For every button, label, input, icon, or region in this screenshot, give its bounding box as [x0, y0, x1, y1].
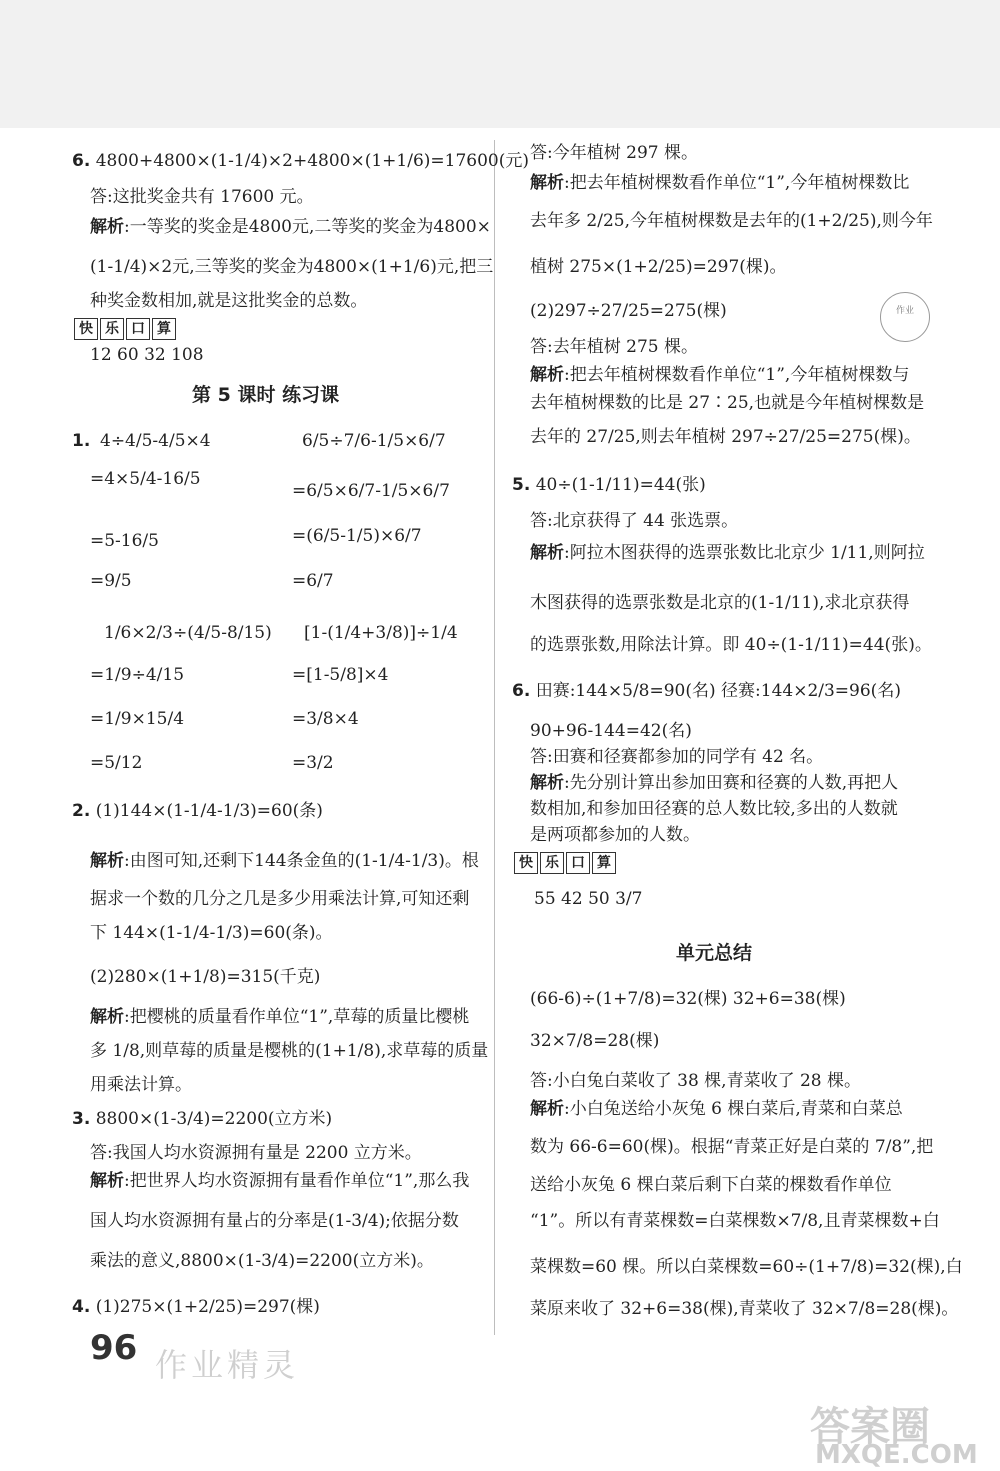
- q1-num: 1.: [72, 431, 91, 451]
- q4-analysis-1: [530, 172, 909, 194]
- summary-analysis-4: “1”。所以有青菜棵数=白菜棵数×7/8,且青菜棵数+白: [530, 1211, 940, 1231]
- analysis-text: :由图可知,还剩下144条金鱼的(1-1/4-1/3)。根: [124, 851, 479, 871]
- q2-num: 2.: [72, 801, 91, 821]
- summary-analysis-6: 菜原来收了 32+6=38(棵),青菜收了 32×7/8=28(棵)。: [530, 1299, 959, 1319]
- q6r-analysis-3: 是两项都参加的人数。: [530, 825, 700, 845]
- watermark-url: MXQE.COM: [815, 1440, 978, 1470]
- q6r-answer: 答:田赛和径赛都参加的同学有 42 名。: [530, 747, 824, 767]
- q4-num: 4.: [72, 1297, 91, 1317]
- q2-analysis-1: [90, 850, 479, 872]
- q5-answer: 答:北京获得了 44 张选票。: [530, 511, 739, 531]
- q2-2-expression: (2)280×(1+1/8)=315(千克): [90, 967, 321, 987]
- analysis-text: :把去年植树棵数看作单位“1”,今年植树棵数与: [564, 365, 910, 385]
- analysis-text: :一等奖的奖金是4800元,二等奖的奖金为4800×: [124, 217, 491, 237]
- kuaile-kousuan-badge: [514, 852, 616, 874]
- summary-analysis-1: [530, 1098, 903, 1120]
- q2-analysis-3: 下 144×(1-1/4-1/3)=60(条)。: [90, 923, 333, 943]
- summary-analysis-5: 菜棵数=60 棵。所以白菜棵数=60÷(1+7/8)=32(棵),白: [530, 1257, 963, 1277]
- analysis-label: 解析: [90, 1171, 124, 1191]
- q4-answer-2: 答:去年植树 275 棵。: [530, 337, 698, 357]
- badge-char: 算: [152, 318, 176, 340]
- q6-number: 6.: [72, 151, 91, 171]
- q6-line: [72, 150, 529, 172]
- badge-char: 口: [566, 852, 590, 874]
- analysis-label: 解析: [530, 1099, 564, 1119]
- q3-num: 3.: [72, 1109, 91, 1129]
- badge-char: 算: [592, 852, 616, 874]
- analysis-label: 解析: [90, 1007, 124, 1027]
- analysis-text: :把去年植树棵数看作单位“1”,今年植树棵数比: [564, 173, 910, 193]
- analysis-text: :把樱桃的质量看作单位“1”,草莓的质量比樱桃: [124, 1007, 470, 1027]
- q5-num: 5.: [512, 475, 531, 495]
- brand-logo: 作业精灵: [155, 1346, 300, 1384]
- q3-expression: 8800×(1-3/4)=2200(立方米): [95, 1109, 333, 1129]
- badge-char: 快: [514, 852, 538, 874]
- q4-2-expression: (2)297÷27/25=275(棵): [530, 301, 727, 321]
- badge-char: 快: [74, 318, 98, 340]
- q6-answer: 答:这批奖金共有 17600 元。: [90, 187, 314, 207]
- q2-analysis-4: [90, 1006, 469, 1028]
- analysis-label: 解析: [90, 851, 124, 871]
- q1a-step: =5-16/5: [90, 531, 159, 551]
- badge-char: 乐: [540, 852, 564, 874]
- q1a-step: =9/5: [90, 571, 132, 591]
- q3-line: [72, 1108, 332, 1130]
- q6-analysis-2: (1-1/4)×2元,三等奖的奖金为4800×(1+1/6)元,把三: [90, 257, 494, 277]
- q6r-analysis-2: 数相加,和参加田径赛的总人数比较,多出的人数就: [530, 799, 898, 819]
- summary-title: 单元总结: [676, 942, 753, 964]
- summary-answer: 答:小白兔白菜收了 38 棵,青菜收了 28 棵。: [530, 1071, 862, 1091]
- q1c-step: =1/9×15/4: [90, 709, 185, 729]
- q3-analysis-2: 国人均水资源拥有量占的分率是(1-3/4);依据分数: [90, 1211, 459, 1231]
- summary-analysis-2: 数为 66-6=60(棵)。根据“青菜正好是白菜的 7/8”,把: [530, 1137, 934, 1157]
- badge-char: 乐: [100, 318, 124, 340]
- q2-analysis-2: 据求一个数的几分之几是多少用乘法计算,可知还剩: [90, 889, 470, 909]
- summary-analysis-3: 送给小灰兔 6 棵白菜后剩下白菜的棵数看作单位: [530, 1175, 892, 1195]
- q5-analysis-2: 木图获得的选票张数是北京的(1-1/11),求北京获得: [530, 593, 910, 613]
- q6r-expression-2: 90+96-144=42(名): [530, 721, 692, 741]
- q1-number: [72, 430, 90, 452]
- q1d-step: =3/8×4: [292, 709, 359, 729]
- watermark-logo: 答案圈: [810, 1403, 930, 1450]
- q4-line: [72, 1296, 320, 1318]
- q4-analysis-2: 去年多 2/25,今年植树棵数是去年的(1+2/25),则今年: [530, 211, 933, 231]
- q4-analysis-3: 植树 275×(1+2/25)=297(棵)。: [530, 257, 787, 277]
- column-divider: [494, 140, 495, 1335]
- page-number: 96: [90, 1328, 138, 1368]
- q1a-step: =4×5/4-16/5: [90, 469, 201, 489]
- q5-expression: 40÷(1-1/11)=44(张): [535, 475, 706, 495]
- q1b-step: 6/5÷7/6-1/5×6/7: [302, 431, 446, 451]
- badge-char: 口: [126, 318, 150, 340]
- analysis-label: 解析: [530, 365, 564, 385]
- q1b-step: =6/5×6/7-1/5×6/7: [292, 481, 450, 501]
- q5-analysis-3: 的选票张数,用除法计算。即 40÷(1-1/11)=44(张)。: [530, 635, 932, 655]
- q6-analysis-3: 种奖金数相加,就是这批奖金的总数。: [90, 291, 368, 311]
- q2-analysis-6: 用乘法计算。: [90, 1075, 192, 1095]
- q4-analysis-4: [530, 364, 909, 386]
- kousuan-answers: 12 60 32 108: [90, 345, 204, 365]
- q4-answer-1: 答:今年植树 297 棵。: [530, 143, 698, 163]
- kousuan-answers: 55 42 50 3/7: [534, 889, 643, 909]
- q1d-step: =3/2: [292, 753, 334, 773]
- q5-analysis-1: [530, 542, 925, 564]
- page-top-margin: [0, 0, 1000, 128]
- q1c-step: 1/6×2/3÷(4/5-8/15): [104, 623, 272, 643]
- q6-expression: 4800+4800×(1-1/4)×2+4800×(1+1/6)=17600(元): [95, 151, 529, 171]
- analysis-label: 解析: [530, 543, 564, 563]
- summary-expression-2: 32×7/8=28(棵): [530, 1031, 660, 1051]
- stamp-seal: [880, 292, 930, 342]
- q6r-num: 6.: [512, 681, 531, 701]
- q3-analysis-3: 乘法的意义,8800×(1-3/4)=2200(立方米)。: [90, 1251, 434, 1271]
- q6r-analysis-1: [530, 772, 898, 794]
- q1c-step: =1/9÷4/15: [90, 665, 185, 685]
- q1a-step: 4÷4/5-4/5×4: [100, 431, 211, 451]
- stamp-text: 作业: [895, 306, 914, 316]
- analysis-label: 解析: [90, 217, 124, 237]
- q6r-expression: 田赛:144×5/8=90(名) 径赛:144×2/3=96(名): [535, 681, 901, 701]
- kuaile-kousuan-badge: [74, 318, 176, 340]
- q2-1-expression: (1)144×(1-1/4-1/3)=60(条): [95, 801, 323, 821]
- q1d-step: [1-(1/4+3/8)]÷1/4: [304, 623, 458, 643]
- q6-analysis-1: [90, 216, 491, 238]
- analysis-text: :把世界人均水资源拥有量看作单位“1”,那么我: [124, 1171, 470, 1191]
- analysis-text: :小白兔送给小灰兔 6 棵白菜后,青菜和白菜总: [564, 1099, 903, 1119]
- q3-analysis-1: [90, 1170, 469, 1192]
- q4-analysis-5: 去年植树棵数的比是 27∶25,也就是今年植树棵数是: [530, 393, 925, 413]
- analysis-label: 解析: [530, 173, 564, 193]
- analysis-label: 解析: [530, 773, 564, 793]
- q1b-step: =6/7: [292, 571, 334, 591]
- q1c-step: =5/12: [90, 753, 143, 773]
- lesson-title: 第 5 课时 练习课: [192, 384, 340, 406]
- q4-analysis-6: 去年的 27/25,则去年植树 297÷27/25=275(棵)。: [530, 427, 921, 447]
- analysis-text: :先分别计算出参加田赛和径赛的人数,再把人: [564, 773, 899, 793]
- analysis-text: :阿拉木图获得的选票张数比北京少 1/11,则阿拉: [564, 543, 925, 563]
- q2-analysis-5: 多 1/8,则草莓的质量是樱桃的(1+1/8),求草莓的质量: [90, 1041, 489, 1061]
- summary-expression-1: (66-6)÷(1+7/8)=32(棵) 32+6=38(棵): [530, 989, 846, 1009]
- q4-1-expression: (1)275×(1+2/25)=297(棵): [95, 1297, 320, 1317]
- q2-line: [72, 800, 323, 822]
- q1b-step: =(6/5-1/5)×6/7: [292, 526, 422, 546]
- q1d-step: =[1-5/8]×4: [292, 665, 389, 685]
- q3-answer: 答:我国人均水资源拥有量是 2200 立方米。: [90, 1143, 422, 1163]
- q6r-line: [512, 680, 901, 702]
- q5-line: [512, 474, 706, 496]
